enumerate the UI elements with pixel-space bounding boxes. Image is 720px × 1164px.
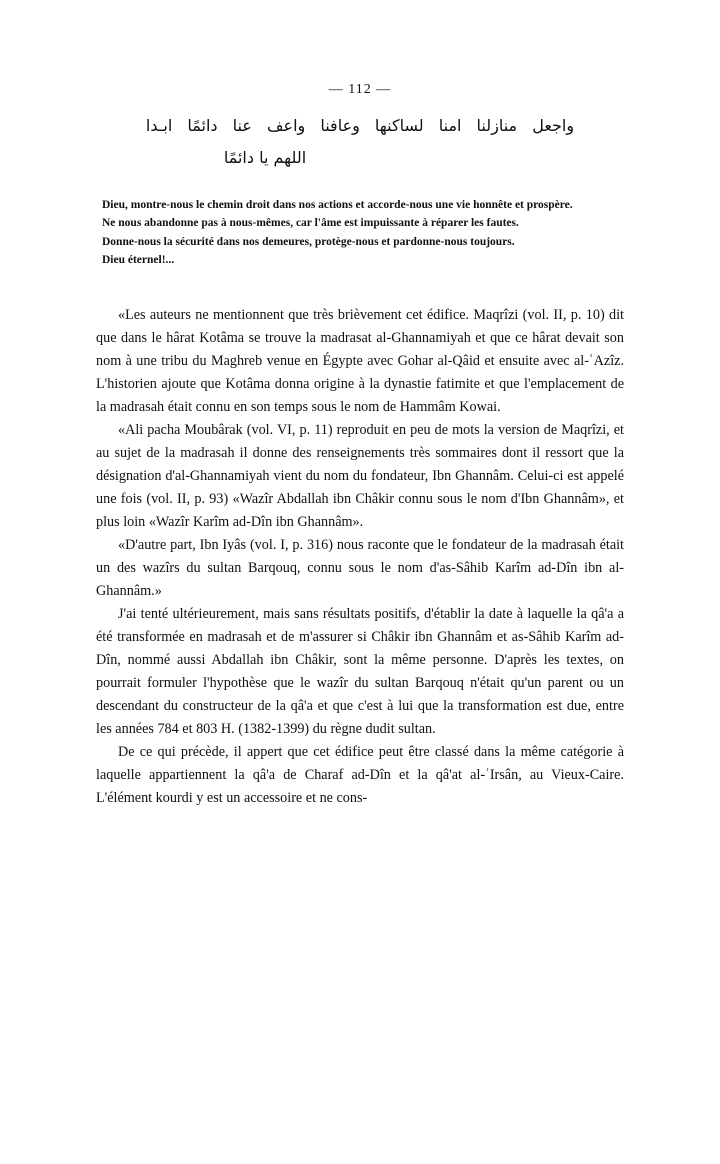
body-paragraph: «Ali pacha Moubârak (vol. VI, p. 11) reproduit en peu de mots la version de Maqrîzi, et au sujet de la madrasah il donne des renseignements très sommaires dont il ressort que la désignation d'al-Ghannamiyah vient du nom du fondateur, Ibn Ghannâm. Celui-ci est appelé une fois (vol. II, p. 93) «Wazîr Abdallah ibn Châkir connu sous le nom d'Ibn Ghannâm», et plus loin «Wazîr Karîm ad-Dîn ibn Ghannâm». [96, 422, 624, 531]
translation-line: Donne-nous la sécurité dans nos demeures, protège-nous et pardonne-nous toujours. [102, 235, 515, 248]
translation-line: Ne nous abandonne pas à nous-mêmes, car l'âme est impuissante à réparer les fautes. [102, 217, 519, 230]
body-text-block [96, 304, 624, 810]
arabic-line-second: اللهم يا دائمًا [223, 148, 307, 167]
body-paragraph: «Les auteurs ne mentionnent que très brièvement cet édifice. Maqrîzi (vol. II, p. 10) dit que dans le hârat Kotâma se trouve la madrasat al-Ghannamiyah et que ce hârat devait son nom à une tribu du Maghreb venue en Égypte avec Gohar al-Qâid et ensuite avec al-ʿAzîz. L'historien ajoute que Kotâma donna origine à la dynastie fatimite et que l'emplacement de la madrasah était connu en son temps sous le nom de Hammâm Kowai. [96, 307, 624, 416]
body-paragraph: «D'autre part, Ibn Iyâs (vol. I, p. 316) nous raconte que le fondateur de la madrasah était un des wazîrs du sultan Barqouq, connu sous le nom d'as-Sâhib Karîm ad-Dîn ibn al-Ghannâm.» [96, 537, 624, 600]
page-number: — 112 — [328, 82, 392, 97]
body-paragraph: De ce qui précède, il appert que cet édifice peut être classé dans la même catégorie à laquelle appartiennent la qâ'a de Charaf ad-Dîn et la qâ'at al-ʿIrsân, au Vieux-Caire. L'élément kourdi y est un accessoire et ne cons- [96, 744, 624, 807]
translation-block [88, 197, 632, 268]
translation-line: Dieu, montre-nous le chemin droit dans nos actions et accorde-nous une vie honnête et prospère. [102, 199, 573, 211]
document-page [0, 82, 720, 1164]
arabic-line-first: واجعل منازلنا امنا لساكنها وعافنا واعف عنا دائمًا ابـدا [145, 116, 575, 135]
arabic-invocation-block [0, 114, 720, 167]
body-paragraph: J'ai tenté ultérieurement, mais sans résultats positifs, d'établir la date à laquelle la qâ'a a été transformée en madrasah et de m'assurer si Châkir ibn Ghannâm et as-Sâhib Karîm ad-Dîn, nommé aussi Abdallah ibn Châkir, sont la même personne. D'après les textes, on pourrait formuler l'hypothèse que le wazîr du sultan Barqouq n'était qu'un parent ou un descendant du constructeur de la qâ'a et que c'est à lui que la transformation est due, entre les années 784 et 803 H. (1382-1399) du règne dudit sultan. [96, 606, 624, 738]
translation-line: Dieu éternel!... [102, 253, 175, 266]
